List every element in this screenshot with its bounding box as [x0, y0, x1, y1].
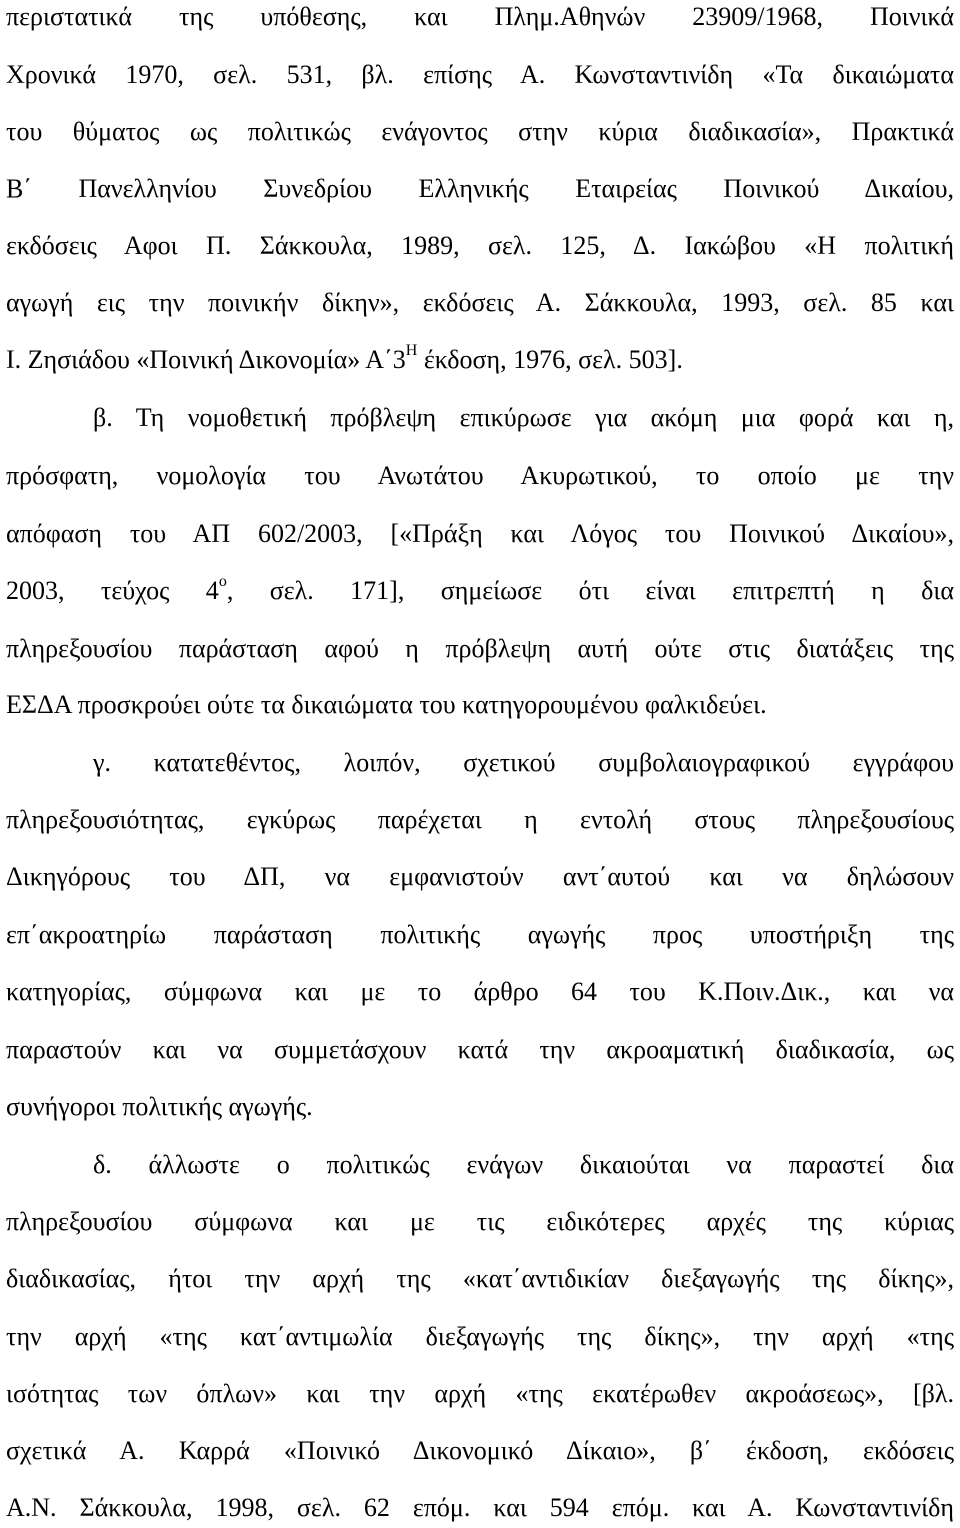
text-line: συνήγοροι πολιτικής αγωγής.: [6, 1092, 313, 1121]
text-line: Δικηγόρους του ΔΠ, να εμφανιστούν αντ΄αυτού και να δηλώσουν: [6, 862, 954, 891]
text-line: την αρχή «της κατ΄αντιμωλία διεξαγωγής της δίκης», την αρχή «της: [6, 1322, 954, 1351]
text-line: κατηγορίας, σύμφωνα και με το άρθρο 64 του Κ.Ποιν.Δικ., και να: [6, 977, 954, 1006]
paragraph-d-start: δ. άλλωστε ο πολιτικώς ενάγων δικαιούται να παραστεί δια: [93, 1150, 954, 1179]
text-line: 2003, τεύχος $4^o$, σελ. 171], σημείωσε ότι είναι επιτρεπτή η δια: [6, 573, 954, 605]
text-line: Β΄ Πανελληνίου Συνεδρίου Ελληνικής Εταιρείας Ποινικού Δικαίου,: [6, 174, 954, 203]
text-line: απόφαση του ΑΠ 602/2003, [«Πράξη και Λόγος του Ποινικού Δικαίου»,: [6, 519, 954, 548]
text-line: Ι. Ζησιάδου «Ποινική Δικονομία» $A΄3^H$ έκδοση, 1976, σελ. 503].: [6, 342, 683, 374]
text-line: πρόσφατη, νομολογία του Ανωτάτου Ακυρωτικού, το οποίο με την: [6, 461, 954, 490]
text-line: ΕΣΔΑ προσκρούει ούτε τα δικαιώματα του κατηγορουμένου φαλκιδεύει.: [6, 690, 767, 719]
superscript: ο: [218, 573, 227, 591]
text-line: αγωγή εις την ποινικήν δίκην», εκδόσεις Α. Σάκκουλα, 1993, σελ. 85 και: [6, 288, 954, 317]
paragraph-c-start: γ. κατατεθέντος, λοιπόν, σχετικού συμβολαιογραφικού εγγράφου: [93, 748, 954, 777]
text-line: του θύματος ως πολιτικώς ενάγοντος στην κύρια διαδικασία», Πρακτικά: [6, 117, 954, 146]
text-line: επ΄ακροατηρίω παράσταση πολιτικής αγωγής προς υποστήριξη της: [6, 920, 954, 949]
text-line: περιστατικά της υπόθεσης, και Πλημ.Αθηνών 23909/1968, Ποινικά: [6, 2, 954, 31]
paragraph-b-start: β. Τη νομοθετική πρόβλεψη επικύρωσε για ακόμη μια φορά και η,: [93, 403, 954, 432]
text-line: ισότητας των όπλων» και την αρχή «της εκατέρωθεν ακροάσεως», [βλ.: [6, 1379, 954, 1408]
text-line: πληρεξουσιότητας, εγκύρως παρέχεται η εντολή στους πληρεξουσίους: [6, 805, 954, 834]
superscript: Η: [405, 342, 418, 360]
text-line: παραστούν και να συμμετάσχουν κατά την ακροαματική διαδικασία, ως: [6, 1035, 954, 1064]
text-line: Χρονικά 1970, σελ. 531, βλ. επίσης Α. Κωνσταντινίδη «Τα δικαιώματα: [6, 60, 954, 89]
text-line: πληρεξουσίου παράσταση αφού η πρόβλεψη αυτή ούτε στις διατάξεις της: [6, 634, 954, 663]
text-line: πληρεξουσίου σύμφωνα και με τις ειδικότερες αρχές της κύριας: [6, 1207, 954, 1236]
text-line: σχετικά Α. Καρρά «Ποινικό Δικονομικό Δίκαιο», β΄ έκδοση, εκδόσεις: [6, 1436, 954, 1465]
text-line: εκδόσεις Αφοι Π. Σάκκουλα, 1989, σελ. 125, Δ. Ιακώβου «Η πολιτική: [6, 231, 954, 260]
text-line: διαδικασίας, ήτοι την αρχή της «κατ΄αντιδικίαν διεξαγωγής της δίκης»,: [6, 1264, 954, 1293]
text-line: Α.Ν. Σάκκουλα, 1998, σελ. 62 επόμ. και 594 επόμ. και Α. Κωνσταντινίδη: [6, 1493, 954, 1522]
